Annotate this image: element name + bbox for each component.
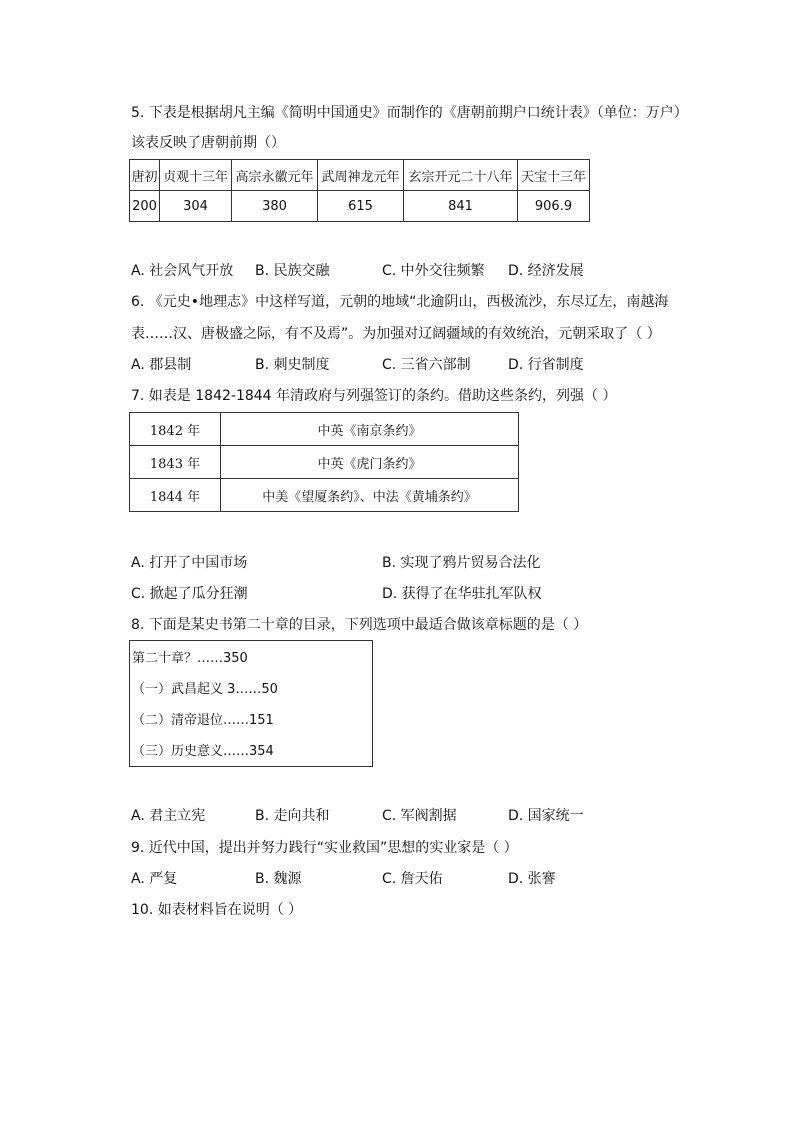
- q5-header-cell: 唐初: [130, 160, 160, 191]
- q9-option-d[interactable]: D. 张謇: [508, 871, 556, 887]
- q9-option-a[interactable]: A. 严复: [131, 871, 178, 887]
- toc-item: （二）清帝退位……151: [132, 713, 274, 728]
- q7-option-c[interactable]: C. 掀起了瓜分狂潮: [131, 586, 248, 602]
- q7-treaty-table: [129, 412, 519, 512]
- q5-option-c[interactable]: C. 中外交往频繁: [382, 263, 485, 279]
- q7-option-a[interactable]: A. 打开了中国市场: [131, 555, 248, 571]
- toc-item: （三）历史意义……354: [132, 744, 274, 759]
- q6-option-d[interactable]: D. 行省制度: [508, 357, 584, 373]
- q5-value-cell: 200: [130, 191, 160, 222]
- q5-stem-line2: 该表反映了唐朝前期（）: [131, 135, 285, 151]
- q7-treaty-cell: 中英《南京条约》: [221, 413, 519, 446]
- q8-table-of-contents: [129, 640, 373, 767]
- q6-stem-line1: 6. 《元史•地理志》中这样写道，元朝的地域“北逾阴山，西极流沙，东尽辽左，南越海: [131, 294, 669, 310]
- q7-option-b[interactable]: B. 实现了鸦片贸易合法化: [382, 555, 541, 571]
- q7-table-row: [130, 413, 519, 446]
- q5-header-cell: 高宗永徽元年: [232, 160, 318, 191]
- q7-year-cell: 1842 年: [130, 413, 221, 446]
- q8-option-b[interactable]: B. 走向共和: [255, 808, 330, 824]
- q7-year-cell: 1844 年: [130, 479, 221, 512]
- q9-option-b[interactable]: B. 魏源: [255, 871, 302, 887]
- q7-stem: 7. 如表是 1842-1844 年清政府与列强签订的条约。借助这些条约，列强（ ）: [131, 388, 617, 404]
- q6-option-c[interactable]: C. 三省六部制: [382, 357, 471, 373]
- q8-option-a[interactable]: A. 君主立宪: [131, 808, 206, 824]
- q5-option-b[interactable]: B. 民族交融: [255, 263, 330, 279]
- q5-value-cell: 304: [160, 191, 232, 222]
- q10-stem: 10. 如表材料旨在说明（ ）: [131, 902, 303, 918]
- q9-stem: 9. 近代中国，提出并努力践行“实业救国”思想的实业家是（ ）: [131, 840, 518, 856]
- q6-option-a[interactable]: A. 郡县制: [131, 357, 192, 373]
- q5-header-cell: 贞观十三年: [160, 160, 232, 191]
- q7-table-row: [130, 479, 519, 512]
- q6-option-b[interactable]: B. 刺史制度: [255, 357, 330, 373]
- q8-option-c[interactable]: C. 军阀割据: [382, 808, 457, 824]
- q5-value-cell: 841: [404, 191, 518, 222]
- q5-table-header-row: [130, 160, 590, 191]
- q8-option-d[interactable]: D. 国家统一: [508, 808, 584, 824]
- q8-stem: 8. 下面是某史书第二十章的目录，下列选项中最适合做该章标题的是（ ）: [131, 617, 588, 633]
- q7-option-d[interactable]: D. 获得了在华驻扎军队权: [382, 586, 542, 602]
- q5-table: [129, 159, 590, 222]
- toc-item: （一）武昌起义 3……50: [132, 682, 278, 697]
- q5-option-d[interactable]: D. 经济发展: [508, 263, 584, 279]
- q5-header-cell: 天宝十三年: [518, 160, 590, 191]
- q5-value-cell: 906.9: [518, 191, 590, 222]
- q7-treaty-cell: 中美《望厦条约》、中法《黄埔条约》: [221, 479, 519, 512]
- toc-chapter-title: 第二十章？……350: [132, 651, 248, 666]
- q6-stem-line2: 表……汉、唐极盛之际，有不及焉”。为加强对辽阔疆域的有效统治，元朝采取了（ ）: [131, 326, 661, 342]
- q5-value-cell: 615: [318, 191, 404, 222]
- q9-option-c[interactable]: C. 詹天佑: [382, 871, 443, 887]
- q5-table-value-row: [130, 191, 590, 222]
- q5-stem-line1: 5. 下表是根据胡凡主编《简明中国通史》而制作的《唐朝前期户口统计表》（单位：万户）: [131, 105, 688, 121]
- q5-header-cell: 武周神龙元年: [318, 160, 404, 191]
- q7-table-row: [130, 446, 519, 479]
- q5-value-cell: 380: [232, 191, 318, 222]
- q5-header-cell: 玄宗开元二十八年: [404, 160, 518, 191]
- q7-year-cell: 1843 年: [130, 446, 221, 479]
- q5-option-a[interactable]: A. 社会风气开放: [131, 263, 234, 279]
- q7-treaty-cell: 中英《虎门条约》: [221, 446, 519, 479]
